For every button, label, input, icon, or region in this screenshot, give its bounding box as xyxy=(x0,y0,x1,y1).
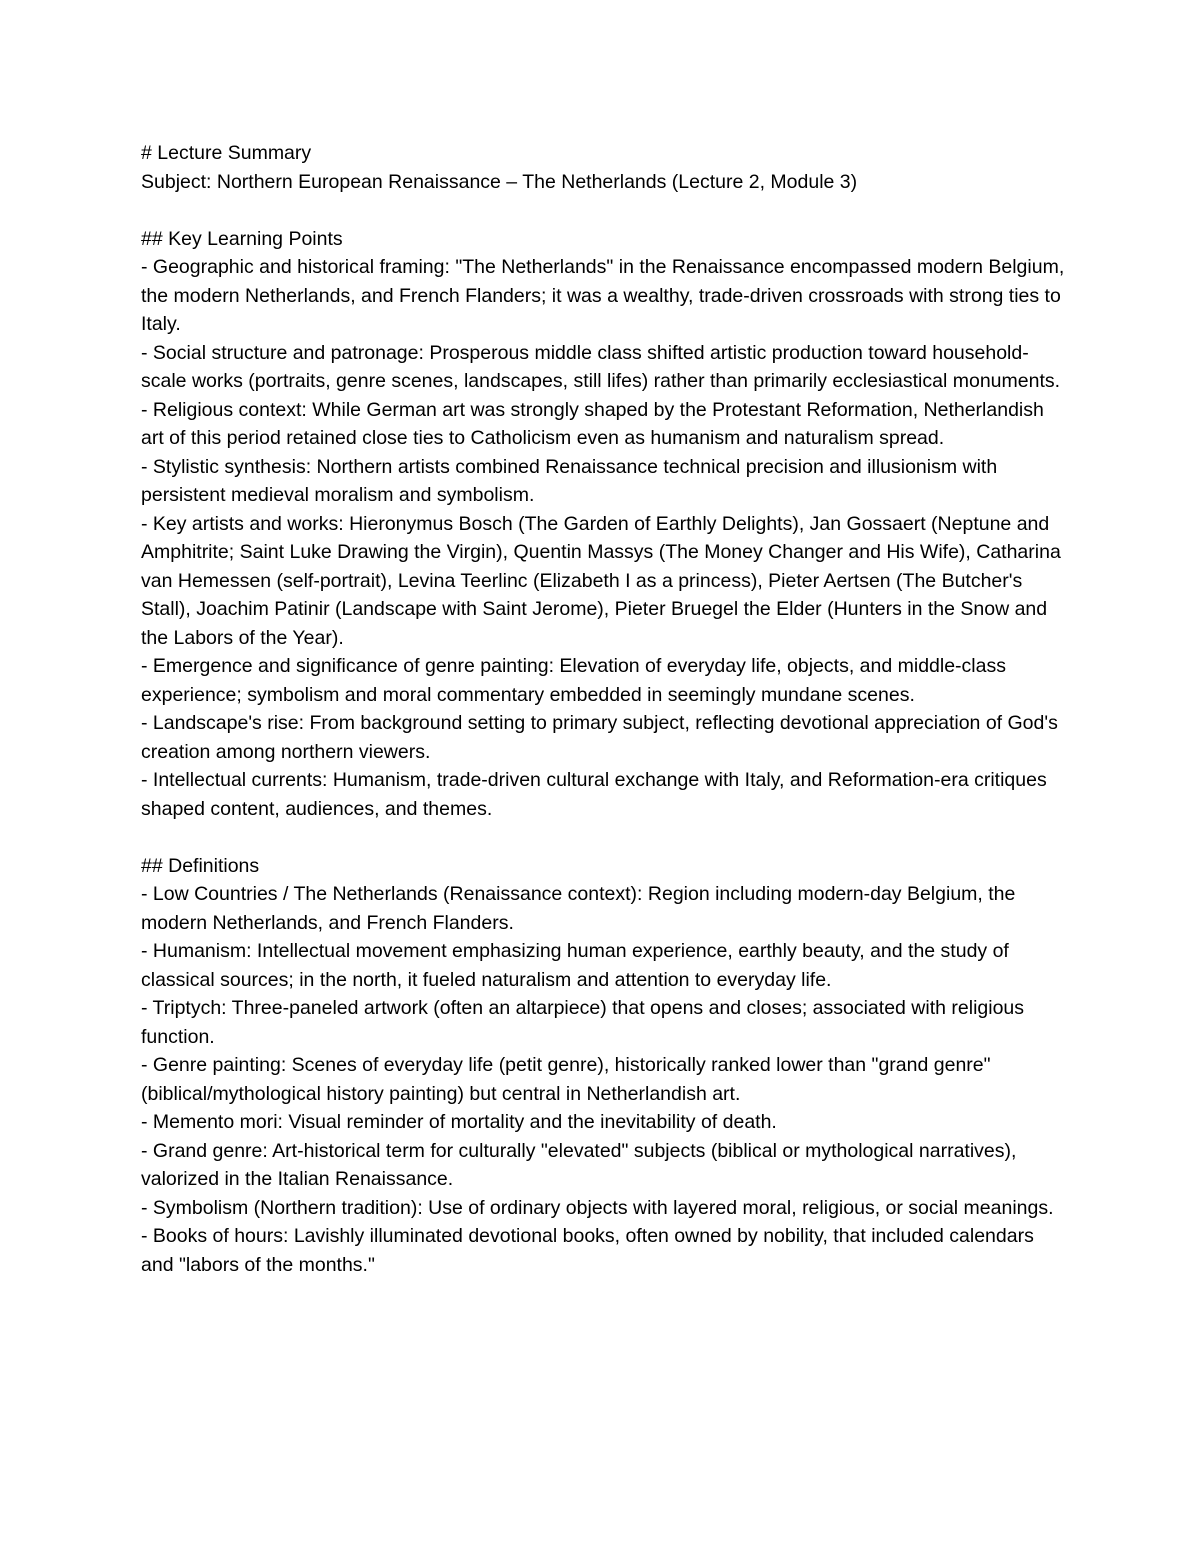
key-points-heading: ## Key Learning Points xyxy=(141,227,343,250)
document-subject: Subject: Northern European Renaissance – The Netherlands (Lecture 2, Module 3) xyxy=(141,170,858,193)
list-item: - Grand genre: Art-historical term for culturally "elevated" subjects (biblical or mythological narratives), valorized in the Italian Renaissance. xyxy=(141,1139,1017,1190)
list-item: - Books of hours: Lavishly illuminated devotional books, often owned by nobility, that included calendars and "labors of the months." xyxy=(141,1225,1034,1276)
definitions-list xyxy=(141,880,1066,1279)
list-item: - Landscape's rise: From background setting to primary subject, reflecting devotional appreciation of God's creation among northern viewers. xyxy=(141,712,1058,763)
key-points-list xyxy=(141,253,1066,823)
list-item: - Intellectual currents: Humanism, trade-driven cultural exchange with Italy, and Reformation-era critiques shaped content, audiences, and themes. xyxy=(141,769,1047,820)
list-item: - Religious context: While German art was strongly shaped by the Protestant Reformation, Netherlandish art of this period retained close ties to Catholicism even as humanism and naturalism spread. xyxy=(141,398,1044,449)
list-item: - Symbolism (Northern tradition): Use of ordinary objects with layered moral, religious, or social meanings. xyxy=(141,1196,1054,1219)
list-item: - Social structure and patronage: Prosperous middle class shifted artistic production toward household-scale works (portraits, genre scenes, landscapes, still lifes) rather than primarily ecclesiastical monuments. xyxy=(141,341,1061,392)
list-item: - Humanism: Intellectual movement emphasizing human experience, earthly beauty, and the study of classical sources; in the north, it fueled naturalism and attention to everyday life. xyxy=(141,940,1009,991)
document-page xyxy=(141,139,1066,1279)
list-item: - Key artists and works: Hieronymus Bosch (The Garden of Earthly Delights), Jan Gossaert (Neptune and Amphitrite; Saint Luke Drawing the Virgin), Quentin Massys (The Money Changer and His Wife), Catharina van Hemessen (self-portrait), Levina Teerlinc (Elizabeth I as a princess), Pieter Aertsen (The Butcher's Stall), Joachim Patinir (Landscape with Saint Jerome), Pieter Bruegel the Elder (Hunters in the Snow and the Labors of the Year). xyxy=(141,512,1061,649)
list-item: - Low Countries / The Netherlands (Renaissance context): Region including modern-day Belgium, the modern Netherlands, and French Flanders. xyxy=(141,883,1016,934)
document-title: # Lecture Summary xyxy=(141,142,312,164)
definitions-heading: ## Definitions xyxy=(141,854,260,877)
blank-line xyxy=(141,196,1066,225)
list-item: - Genre painting: Scenes of everyday life (petit genre), historically ranked lower than "grand genre" (biblical/mythological history painting) but central in Netherlandish art. xyxy=(141,1054,991,1105)
list-item: - Triptych: Three-paneled artwork (often an altarpiece) that opens and closes; associated with religious function. xyxy=(141,997,1025,1048)
list-item: - Memento mori: Visual reminder of mortality and the inevitability of death. xyxy=(141,1111,777,1133)
list-item: - Stylistic synthesis: Northern artists combined Renaissance technical precision and illusionism with persistent medieval moralism and symbolism. xyxy=(141,455,998,506)
list-item: - Emergence and significance of genre painting: Elevation of everyday life, objects, and middle-class experience; symbolism and moral commentary embedded in seemingly mundane scenes. xyxy=(141,655,1006,706)
list-item: - Geographic and historical framing: "The Netherlands" in the Renaissance encompassed modern Belgium, the modern Netherlands, and French Flanders; it was a wealthy, trade-driven crossroads with strong ties to Italy. xyxy=(141,256,1065,335)
blank-line xyxy=(141,823,1066,852)
